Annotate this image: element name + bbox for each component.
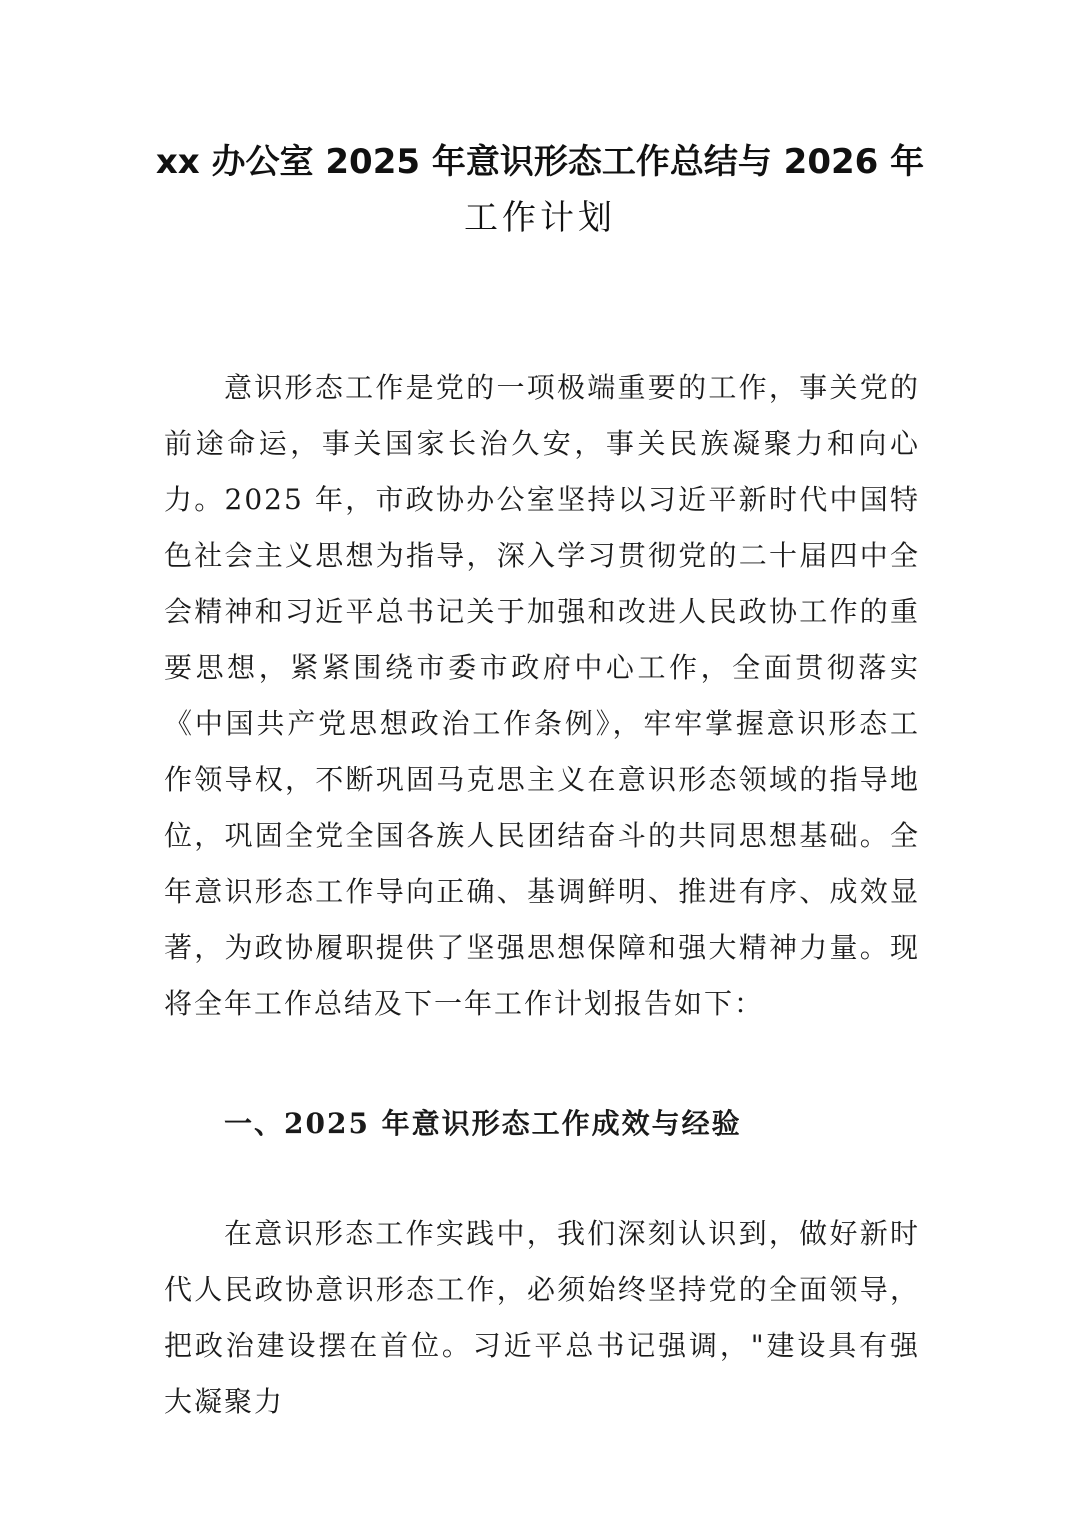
intro-paragraph: 意识形态工作是党的一项极端重要的工作，事关党的前途命运，事关国家长治久安，事关民族凝聚力和向心力。2025 年，市政协办公室坚持以习近平新时代中国特色社会主义思想为指导，深入学习贯彻党的二十届四中全会精神和习近平总书记关于加强和改进人民政协工作的重要思想，紧紧围绕市委市政府中心工作，全面贯彻落实《中国共产党思想政治工作条例》，牢牢掌握意识形态工作领导权，不断巩固马克思主义在意识形态领域的指导地位，巩固全党全国各族人民团结奋斗的共同思想基础。全年意识形态工作导向正确、基调鲜明、推进有序、成效显著，为政协履职提供了坚强思想保障和强大精神力量。现将全年工作总结及下一年工作计划报告如下： — [164, 371, 920, 1020]
document-title-line-1: xx 办公室 2025 年意识形态工作总结与 2026 年 — [155, 142, 925, 182]
document-title-line-2: 工作计划 — [464, 198, 616, 238]
section-heading-1: 一、2025 年意识形态工作成效与经验 — [224, 1107, 742, 1140]
section-1-paragraph: 在意识形态工作实践中，我们深刻认识到，做好新时代人民政协意识形态工作，必须始终坚持党的全面领导，把政治建设摆在首位。习近平总书记强调，"建设具有强大凝聚力 — [164, 1217, 920, 1418]
